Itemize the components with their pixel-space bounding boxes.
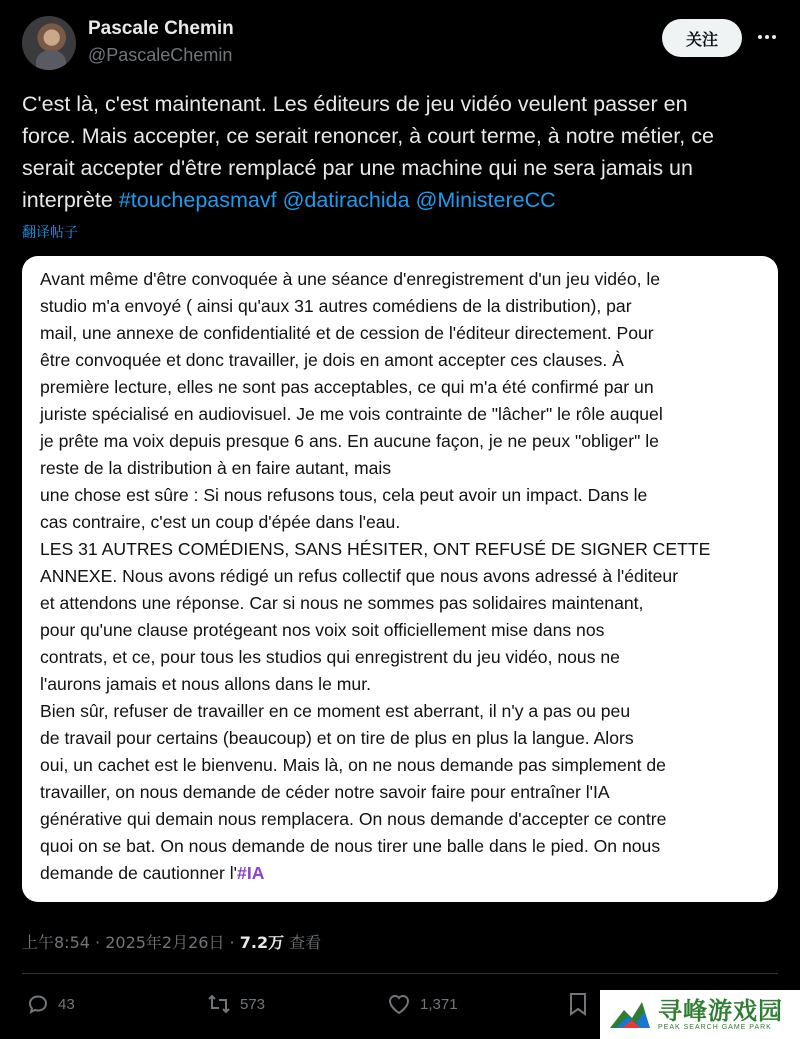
- image-line: générative qui demain nous remplacera. On nous demande d'accepter ce contre: [40, 809, 667, 829]
- tweet-text: [22, 88, 782, 216]
- reply-icon: [26, 992, 50, 1016]
- mention-link-ministerecc[interactable]: @MinistereCC: [415, 188, 556, 212]
- mention-link-datirachida[interactable]: @datirachida: [282, 188, 410, 212]
- meta-separator: ·: [224, 933, 240, 952]
- hashtag-link[interactable]: #touchepasmavf: [118, 188, 277, 212]
- author-handle[interactable]: @PascaleChemin: [88, 45, 233, 65]
- image-line: l'aurons jamais et nous allons dans le mur.: [40, 674, 371, 694]
- image-line: je prête ma voix depuis presque 6 ans. En aucune façon, je ne peux "obliger" le: [40, 431, 659, 451]
- heart-icon: [386, 992, 412, 1016]
- repost-count: 573: [240, 995, 266, 1013]
- image-line: pour qu'une clause protégeant nos voix soit officiellement mise dans nos: [40, 620, 605, 640]
- views-label: 查看: [284, 933, 322, 952]
- bookmark-button[interactable]: [568, 992, 588, 1016]
- image-line: Bien sûr, refuser de travailler en ce moment est aberrant, il n'y a pas ou peu: [40, 701, 631, 721]
- translate-post-link[interactable]: 翻译帖子: [22, 225, 78, 241]
- image-line: et attendons une réponse. Car si nous ne sommes pas solidaires maintenant,: [40, 593, 644, 613]
- tweet-line: [22, 184, 782, 216]
- tweet-line: serait accepter d'être remplacé par une machine qui ne sera jamais un: [22, 156, 693, 180]
- reply-button[interactable]: [26, 992, 75, 1016]
- watermark-subtitle: PEAK SEARCH GAME PARK: [658, 1024, 772, 1031]
- tweet-text-segment: interprète: [22, 188, 119, 212]
- image-line: mail, une annexe de confidentialité et de cession de l'éditeur directement. Pour: [40, 323, 654, 343]
- view-count: 7.2万: [239, 933, 285, 952]
- image-line: de travail pour certains (beaucoup) et on tire de plus en plus la langue. Alors: [40, 728, 634, 748]
- image-line: LES 31 AUTRES COMÉDIENS, SANS HÉSITER, ONT REFUSÉ DE SIGNER CETTE: [40, 539, 711, 559]
- image-line: une chose est sûre : Si nous refusons tous, cela peut avoir un impact. Dans le: [40, 485, 648, 505]
- image-line: première lecture, elles ne sont pas acceptables, ce qui m'a été confirmé par un: [40, 377, 654, 397]
- reply-count: 43: [58, 995, 75, 1013]
- more-options-icon[interactable]: [752, 22, 782, 52]
- image-line: reste de la distribution à en faire autant, mais: [40, 458, 392, 478]
- image-hashtag: #IA: [237, 863, 265, 883]
- image-line: quoi on se bat. On nous demande de nous tirer une balle dans le pied. On nous: [40, 836, 661, 856]
- watermark-title: 寻峰游戏园: [658, 997, 783, 1025]
- image-line: travailler, on nous demande de céder notre savoir faire pour entraîner l'IA: [40, 782, 610, 802]
- image-line: Avant même d'être convoquée à une séance d'enregistrement d'un jeu vidéo, le: [40, 269, 661, 289]
- author-name[interactable]: Pascale Chemin: [88, 18, 234, 39]
- image-text-segment: demande de cautionner l': [40, 863, 238, 883]
- image-line: studio m'a envoyé ( ainsi qu'aux 31 autres comédiens de la distribution), par: [40, 296, 632, 316]
- image-line: juriste spécialisé en audiovisuel. Je me vois contrainte de "lâcher" le rôle auquel: [40, 404, 663, 424]
- tweet-line: force. Mais accepter, ce serait renoncer, à court terme, à notre métier, ce: [22, 124, 714, 148]
- like-count: 1,371: [420, 995, 458, 1013]
- repost-button[interactable]: [206, 992, 265, 1016]
- image-line: ANNEXE. Nous avons rédigé un refus collectif que nous avons adressé à l'éditeur: [40, 566, 679, 586]
- follow-button[interactable]: 关注: [662, 19, 742, 57]
- peak-logo-icon: [608, 998, 652, 1032]
- like-button[interactable]: [386, 992, 458, 1016]
- tweet-header: [22, 14, 782, 74]
- image-line: cas contraire, c'est un coup d'épée dans l'eau.: [40, 512, 401, 532]
- bookmark-icon: [568, 992, 588, 1016]
- image-line: être convoquée et donc travailler, je dois en amont accepter ces clauses. À: [40, 350, 624, 370]
- action-bar: [22, 988, 602, 1028]
- meta-separator: ·: [89, 933, 106, 952]
- post-date[interactable]: 2025年2月26日: [105, 933, 225, 952]
- post-time[interactable]: 上午8:54: [22, 933, 90, 952]
- tweet-meta: [22, 930, 321, 953]
- avatar[interactable]: [22, 16, 76, 70]
- site-watermark: [600, 990, 800, 1039]
- image-line: contrats, et ce, pour tous les studios qui enregistrent du jeu vidéo, nous ne: [40, 647, 620, 667]
- repost-icon: [206, 992, 232, 1016]
- image-line: oui, un cachet est le bienvenu. Mais là, on ne nous demande pas simplement de: [40, 755, 666, 775]
- image-line: [40, 860, 768, 887]
- attached-image[interactable]: [22, 256, 778, 902]
- divider: [22, 973, 778, 974]
- image-text: [40, 266, 768, 887]
- tweet-line: C'est là, c'est maintenant. Les éditeurs de jeu vidéo veulent passer en: [22, 92, 688, 116]
